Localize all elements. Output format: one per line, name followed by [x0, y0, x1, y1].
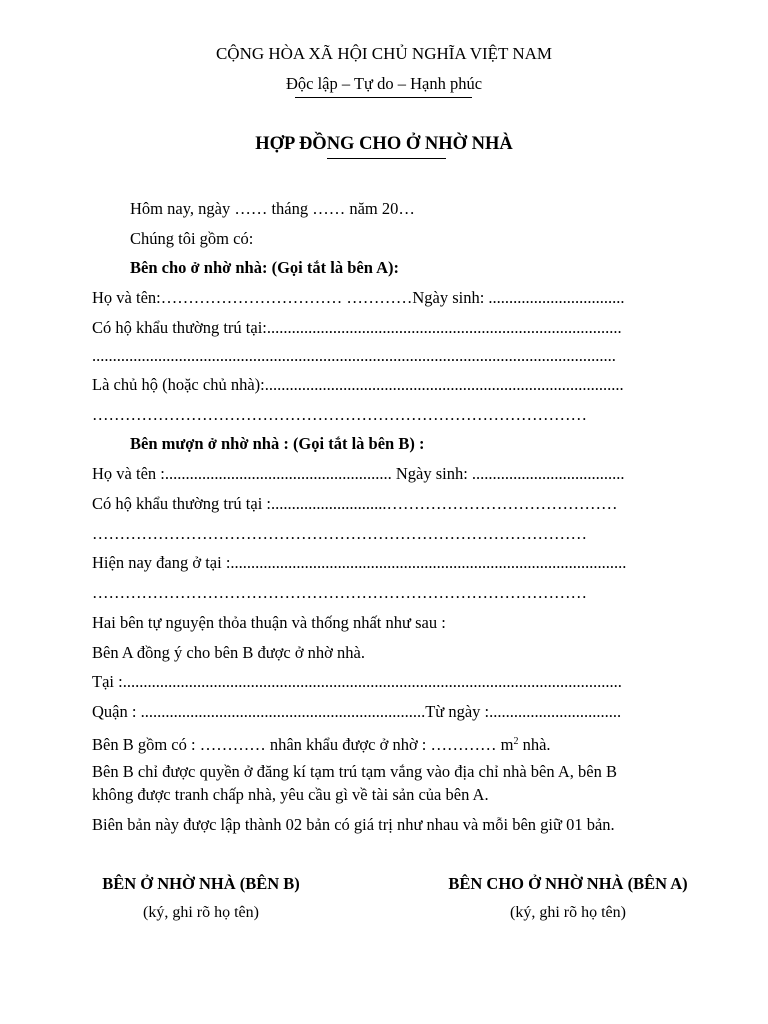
contract-title: HỢP ĐỒNG CHO Ở NHỜ NHÀ	[255, 134, 513, 154]
party-b-residence-cont: ………………………………………………………………………………	[92, 524, 587, 543]
motto: Độc lập – Tự do – Hạnh phúc	[285, 74, 483, 93]
rights-line-2: không được tranh chấp nhà, yêu cầu gì về tài sản của bên A.	[92, 785, 489, 804]
party-a-heading: Bên cho ở nhờ nhà: (Gọi tắt là bên A):	[130, 258, 400, 277]
party-b-heading: Bên mượn ở nhờ nhà : (Gọi tắt là bên B) :	[130, 434, 425, 453]
party-b-current-line: Hiện nay đang ở tại :................................................................................................	[92, 553, 627, 572]
motto-underline	[295, 97, 472, 98]
rights-line-1: Bên B chỉ được quyền ở đăng kí tạm trú tạm vắng vào địa chỉ nhà bên A, bên B	[92, 762, 617, 781]
title-underline	[327, 158, 446, 159]
signature-left-title: BÊN Ở NHỜ NHÀ (BÊN B)	[102, 874, 300, 893]
consent-line: Bên A đồng ý cho bên B được ở nhờ nhà.	[92, 643, 365, 662]
members-text: Bên B gồm có : ………… nhân khẩu được ở nhờ : ………… m	[92, 735, 514, 754]
signature-left-note: (ký, ghi rõ họ tên)	[143, 904, 259, 921]
party-b-current-cont: ………………………………………………………………………………	[92, 583, 587, 602]
we-include-line: Chúng tôi gồm có:	[130, 229, 254, 248]
party-b-residence-line: Có hộ khẩu thường trú tại :............................……………………………………	[92, 494, 618, 513]
date-line: Hôm nay, ngày …… tháng …… năm 20…	[130, 199, 415, 218]
party-a-name-line: Họ và tên:…………………………… …………Ngày sinh: .................................	[92, 288, 625, 307]
party-a-owner-line: Là chủ hộ (hoặc chủ nhà):.......................................................................................	[92, 375, 624, 394]
copies-line: Biên bản này được lập thành 02 bản có giá trị như nhau và mỗi bên giữ 01 bản.	[92, 815, 615, 834]
agreement-line: Hai bên tự nguyện thỏa thuận và thống nhất như sau :	[92, 613, 446, 632]
signature-right-title: BÊN CHO Ở NHỜ NHÀ (BÊN A)	[448, 874, 688, 893]
party-a-residence-line: Có hộ khẩu thường trú tại:......................................................................................	[92, 318, 622, 337]
members-text-end: nhà.	[518, 735, 551, 754]
party-a-residence-cont: ...............................................................................................................................	[92, 346, 616, 365]
party-a-owner-cont: ………………………………………………………………………………	[92, 405, 587, 424]
square-meter-superscript: 2	[513, 736, 519, 747]
members-line	[92, 732, 678, 755]
district-line: Quận : .....................................................................Từ ngày :................................	[92, 702, 622, 721]
national-title: CỘNG HÒA XÃ HỘI CHỦ NGHĨA VIỆT NAM	[215, 44, 553, 63]
address-line: Tại :.........................................................................................................................	[92, 672, 622, 691]
signature-right-note: (ký, ghi rõ họ tên)	[510, 904, 626, 921]
party-b-name-line: Họ và tên :....................................................... Ngày sinh: .....................................	[92, 464, 625, 483]
